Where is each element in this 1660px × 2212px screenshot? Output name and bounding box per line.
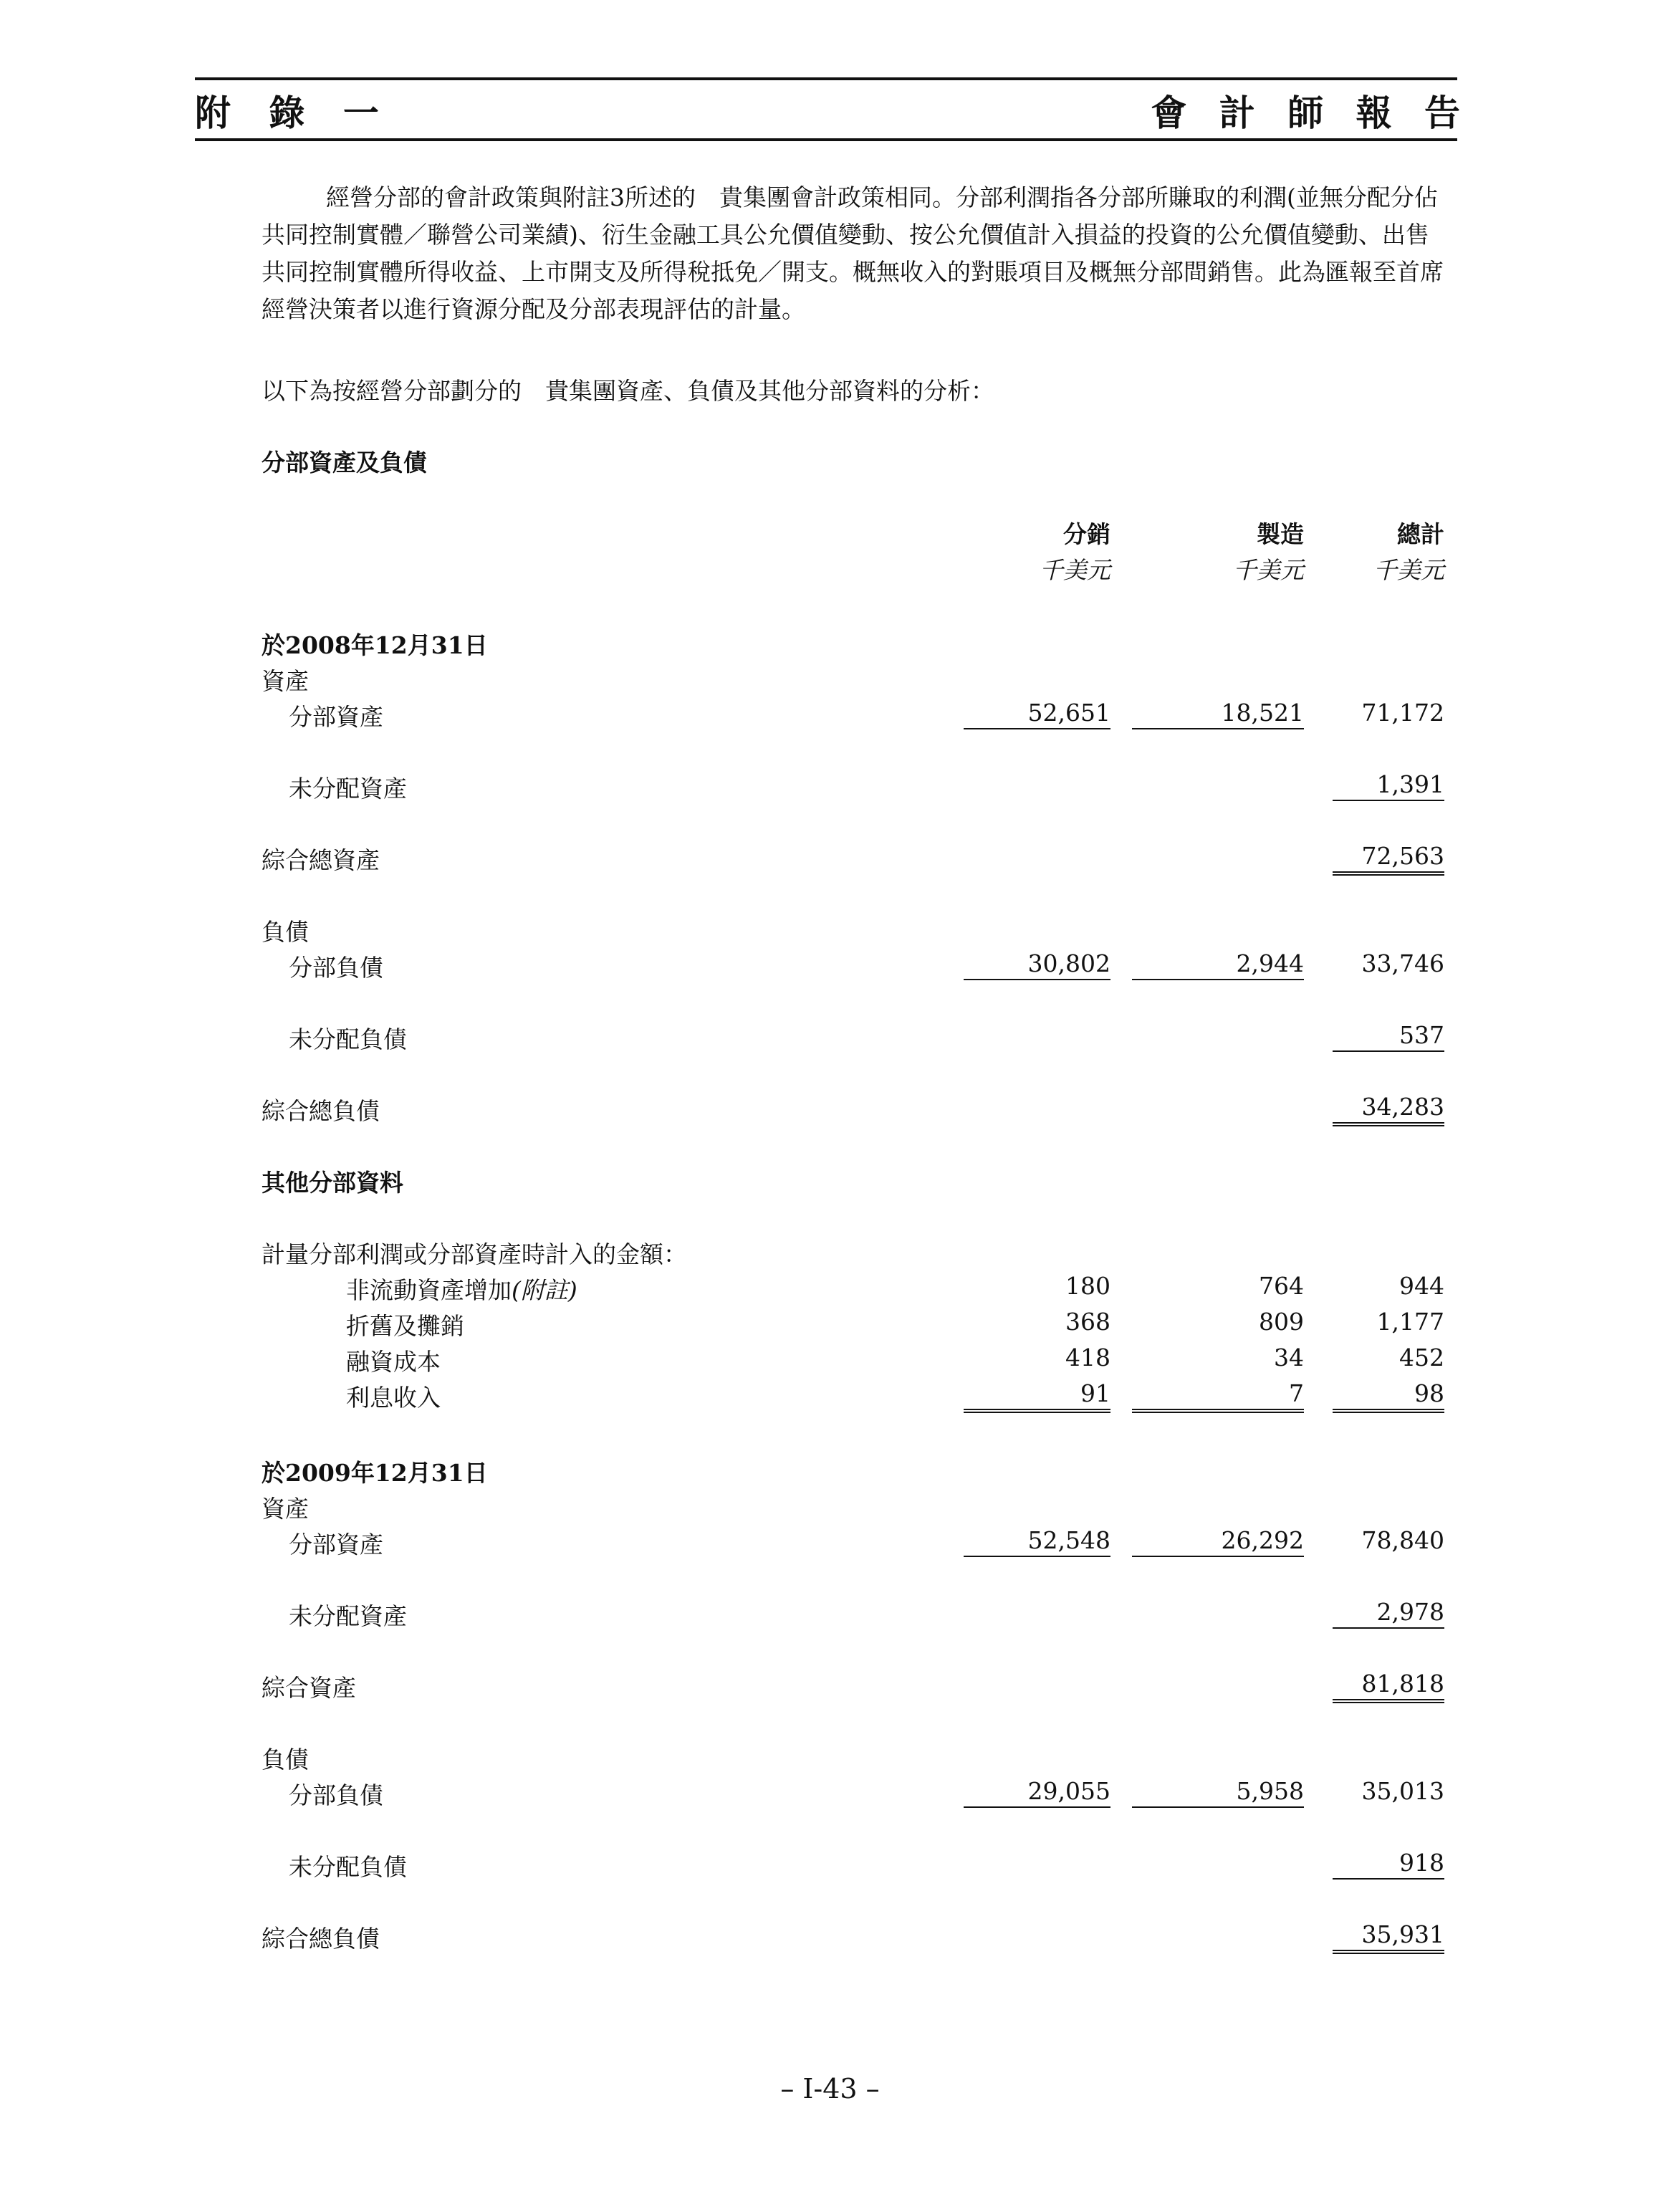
date-2008: 於2008年12月31日 [262,631,488,659]
unallocated-assets-label-2008: 未分配資產 [289,775,407,803]
segment-assets-label-2009: 分部資產 [289,1531,383,1559]
total-liabilities-total-2009: 35,931 [1333,1920,1444,1954]
other-segment-title: 其他分部資料 [262,1169,403,1197]
unallocated-assets-label-2009: 未分配資產 [289,1602,407,1630]
total-liabilities-label-2008: 綜合總負債 [262,1097,380,1125]
other-row-value: 98 [1333,1379,1444,1413]
segment-assets-total-2008: 71,172 [1361,699,1444,727]
segment-assets-dist-2008: 52,651 [964,699,1110,729]
total-assets-total-2008: 72,563 [1333,842,1444,876]
other-segment-intro: 計量分部利潤或分部資產時計入的金額： [262,1240,687,1268]
unallocated-assets-total-2009: 2,978 [1333,1598,1444,1629]
col-head-total: 總計 [1397,520,1444,548]
segment-liabilities-dist-2008: 30,802 [964,949,1110,980]
segment-assets-dist-2009: 52,548 [964,1526,1110,1557]
header-top-rule [195,77,1457,80]
liabilities-heading-2008: 負債 [262,918,309,946]
intro-paragraph: 經營分部的會計政策與附註3所述的 貴集團會計政策相同。分部利潤指各分部所賺取的利潤(並無分配分佔共同控制實體／聯營公司業績)、衍生金融工具公允價值變動、按公允價值計入損益的投資的公允價值變動、出售共同控制實體所得收益、上市開支及所得稅抵免／開支。概無收入的對賬項目及概無分部間銷售。此為匯報至首席經營決策者以進行資源分配及分部表現評估的計量。 [262,183,1444,323]
note-reference: (附註) [512,1276,577,1304]
total-assets-label-2009: 綜合資產 [262,1674,356,1702]
assets-heading-2009: 資產 [262,1495,309,1523]
segment-liabilities-label-2008: 分部負債 [289,954,383,982]
assets-heading-2008: 資產 [262,667,309,695]
segment-assets-manu-2009: 26,292 [1132,1526,1304,1557]
unallocated-liabilities-label-2009: 未分配負債 [289,1853,407,1881]
col-head-manufacturing: 製造 [1257,520,1304,548]
segment-assets-total-2009: 78,840 [1361,1526,1444,1554]
other-row-value: 452 [1399,1344,1444,1371]
other-row-label [346,1272,577,1306]
other-row-label: 折舊及攤銷 [346,1312,464,1340]
col-head-distribution: 分銷 [1063,520,1110,548]
date-2009: 於2009年12月31日 [262,1459,488,1487]
header-left-title: 附 錄 一 [195,92,392,134]
other-row-value: 418 [1065,1344,1110,1371]
total-liabilities-total-2008: 34,283 [1333,1093,1444,1126]
header-right-title: 會 計 師 報 告 [1151,92,1470,134]
other-row-value: 1,177 [1376,1308,1444,1336]
segment-assets-label-2008: 分部資產 [289,703,383,731]
segment-liabilities-total-2008: 33,746 [1361,949,1444,977]
other-row-value: 91 [964,1379,1110,1413]
other-row-value: 809 [1259,1308,1304,1336]
col-unit-manufacturing: 千美元 [1233,556,1304,584]
other-row-value: 368 [1065,1308,1110,1336]
segment-liabilities-total-2009: 35,013 [1361,1777,1444,1805]
unallocated-liabilities-total-2009: 918 [1333,1849,1444,1880]
col-unit-distribution: 千美元 [1040,556,1110,584]
segment-liabilities-dist-2009: 29,055 [964,1777,1110,1808]
unallocated-assets-total-2008: 1,391 [1333,770,1444,801]
segment-liabilities-manu-2008: 2,944 [1132,949,1304,980]
other-row-value: 764 [1259,1272,1304,1300]
non-current-additions-label: 非流動資產增加 [346,1276,512,1304]
total-assets-total-2009: 81,818 [1333,1670,1444,1703]
other-row-value: 180 [1065,1272,1110,1300]
other-row-value: 34 [1274,1344,1304,1371]
total-liabilities-label-2009: 綜合總負債 [262,1925,380,1953]
liabilities-heading-2009: 負債 [262,1746,309,1773]
segment-liabilities-manu-2009: 5,958 [1132,1777,1304,1808]
analysis-intro-line: 以下為按經營分部劃分的 貴集團資產、負債及其他分部資料的分析： [262,377,994,405]
other-row-value: 944 [1399,1272,1444,1300]
segment-assets-manu-2008: 18,521 [1132,699,1304,729]
other-row-value: 7 [1132,1379,1304,1413]
other-row-label: 融資成本 [346,1348,441,1376]
header-bottom-rule [195,138,1457,141]
col-unit-total: 千美元 [1373,556,1444,584]
section-title: 分部資產及負債 [262,449,427,477]
segment-liabilities-label-2009: 分部負債 [289,1781,383,1809]
unallocated-liabilities-total-2008: 537 [1333,1021,1444,1052]
page-number: – I-43 – [780,2073,880,2105]
unallocated-liabilities-label-2008: 未分配負債 [289,1025,407,1053]
other-row-label: 利息收入 [346,1384,441,1412]
total-assets-label-2008: 綜合總資產 [262,846,380,874]
